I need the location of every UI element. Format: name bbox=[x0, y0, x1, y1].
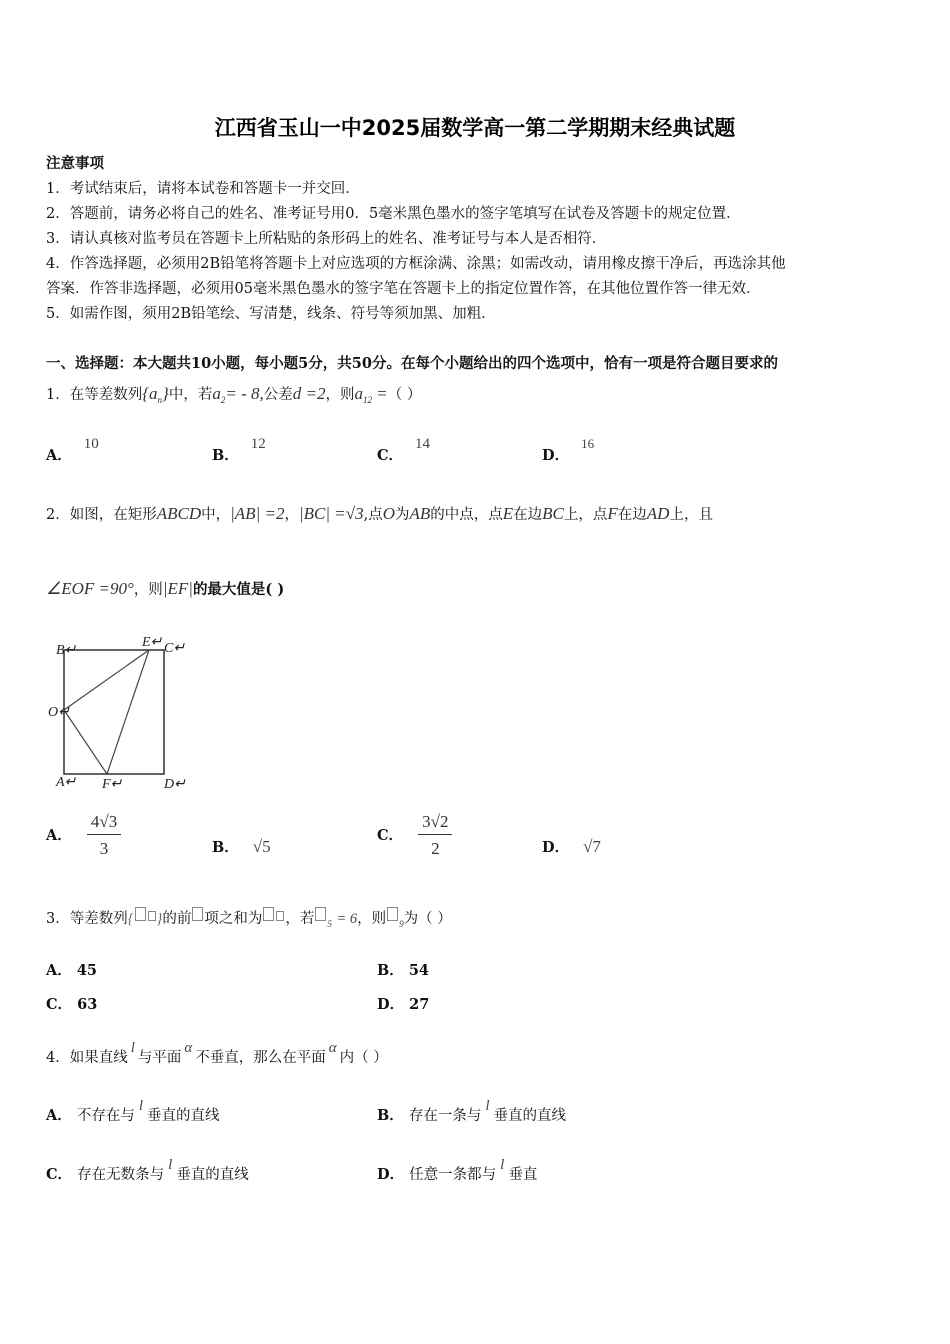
question-4: 4．如果直线l与平面α不垂直，那么在平面α内（ ） bbox=[46, 1040, 388, 1066]
section-heading: 一、选择题：本大题共10小题，每小题5分，共50分。在每个小题给出的四个选项中，恰有一项是符合题目要求的 bbox=[46, 355, 778, 372]
label-a: A↵ bbox=[56, 775, 77, 790]
note-item: 4．作答选择题，必须用2B铅笔将答题卡上对应选项的方框涂满、涂黑；如需改动，请用橡皮擦干净后，再选涂其他 bbox=[46, 256, 786, 272]
math-a2: $a_2= - 8$, bbox=[212, 384, 264, 405]
q1-option-c[interactable]: C．14 bbox=[377, 436, 431, 464]
label-f: F↵ bbox=[102, 777, 123, 792]
question-1: 1．在等差数列$\{a_n\}$中，若$a_2= - 8$,公差d =2，则$a_{12}$ =（ ） bbox=[46, 384, 422, 405]
q2-option-d[interactable]: D． √7 bbox=[542, 837, 601, 856]
note-item: 3．请认真核对监考员在答题卡上所粘贴的条形码上的姓名、准考证号与本人是否相符． bbox=[46, 231, 607, 247]
q1-option-a[interactable]: A．10 bbox=[46, 436, 99, 464]
rectangle-abcd bbox=[64, 650, 164, 774]
math-d: d =2 bbox=[292, 384, 326, 403]
q4-option-a[interactable]: A． 不存在与l垂直的直线 bbox=[46, 1098, 220, 1124]
rectangle-figure bbox=[44, 630, 194, 795]
q4-option-b[interactable]: B． 存在一条与l垂直的直线 bbox=[377, 1098, 567, 1124]
note-item: 1．考试结束后，请将本试卷和答题卡一并交回． bbox=[46, 181, 360, 197]
math-a12: $a_{12}$ = bbox=[354, 384, 388, 405]
q3-option-b[interactable]: B． 54 bbox=[377, 962, 430, 979]
q2-option-a[interactable]: A． $\frac{4√3}{3}$ bbox=[46, 812, 121, 859]
q3-option-a[interactable]: A． 45 bbox=[46, 962, 98, 979]
label-b: B↵ bbox=[56, 643, 77, 658]
segment-of bbox=[64, 710, 107, 774]
question-3: 3．等差数列{ }的前 项之和为 ，若 $_5$ = 6，则 $_9$为（ ） bbox=[46, 907, 452, 929]
note-item: 5．如需作图，须用2B铅笔绘、写清楚，线条、符号等须加黑、加粗． bbox=[46, 306, 496, 322]
segment-oe bbox=[64, 650, 149, 710]
page-title: 江西省玉山一中2025届数学高一第二学期期末经典试题 bbox=[214, 116, 736, 140]
q1-option-b[interactable]: B．12 bbox=[212, 436, 266, 464]
q2-option-c[interactable]: C． $\frac{3√2}{2}$ bbox=[377, 812, 452, 859]
question-2: 2．如图，在矩形ABCD中，|AB| =2，|BC| =√3,点O为AB的中点，点E在边BC上，点F在边AD上，且 bbox=[46, 504, 713, 523]
notes-heading: 注意事项 bbox=[46, 156, 104, 172]
q2-option-b[interactable]: B． √5 bbox=[212, 837, 271, 856]
q1-option-d[interactable]: D．$^{16}$ bbox=[542, 436, 595, 464]
question-2-line2: ∠EOF =90°，则|EF|的最大值是( ) bbox=[46, 579, 285, 598]
q4-option-c[interactable]: C． 存在无数条与l垂直的直线 bbox=[46, 1157, 249, 1183]
segment-ef bbox=[107, 650, 149, 774]
q3-option-d[interactable]: D． 27 bbox=[377, 996, 430, 1013]
q3-option-c[interactable]: C． 63 bbox=[46, 996, 98, 1013]
label-e: E↵ bbox=[142, 635, 163, 650]
math-an: $\{a_n\}$ bbox=[142, 384, 169, 405]
note-item: 答案．作答非选择题，必须用05毫米黑色墨水的签字笔在答题卡上的指定位置作答，在其他位置作答一律无效． bbox=[46, 281, 761, 297]
q4-option-d[interactable]: D． 任意一条都与l垂直 bbox=[377, 1157, 538, 1183]
label-o: O↵ bbox=[48, 705, 70, 720]
label-c: C↵ bbox=[164, 641, 186, 656]
label-d: D↵ bbox=[164, 777, 186, 792]
note-item: 2．答题前，请务必将自己的姓名、准考证号用0．5毫米黑色墨水的签字笔填写在试卷及答题卡的规定位置． bbox=[46, 206, 741, 222]
